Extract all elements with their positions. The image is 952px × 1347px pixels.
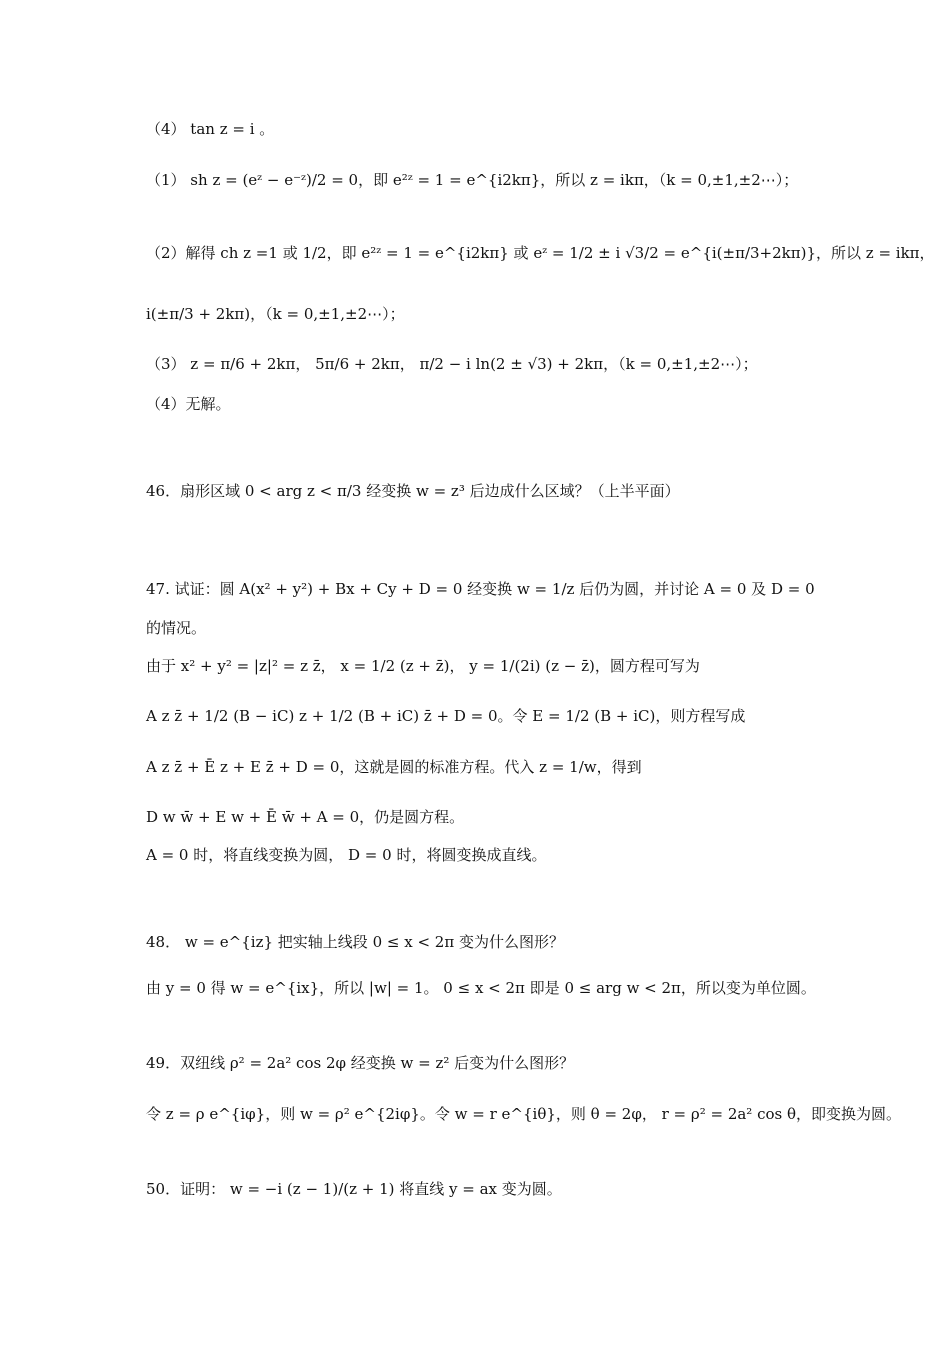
text-line: 50．证明： w = −i (z − 1)/(z + 1) 将直线 y = ax 变为圆。 bbox=[146, 1180, 562, 1198]
text-line: 的情况。 bbox=[146, 619, 207, 637]
text-line: （4） tan z = i 。 bbox=[146, 120, 275, 138]
text-line: i(±π/3 + 2kπ)，（k = 0,±1,±2⋯）； bbox=[146, 305, 405, 323]
text-line: D w w̄ + E w + Ē w̄ + A = 0，仍是圆方程。 bbox=[146, 808, 465, 826]
text-line: （1） sh z = (eᶻ − e⁻ᶻ)/2 = 0，即 e²ᶻ = 1 = e^{i2kπ}，所以 z = ikπ，（k = 0,±1,±2⋯）； bbox=[146, 171, 799, 189]
text-line: A z z̄ + 1/2 (B − iC) z + 1/2 (B + iC) z̄ + D = 0。令 E = 1/2 (B + iC)，则方程写成 bbox=[146, 707, 746, 725]
text-line: 47. 试证：圆 A(x² + y²) + Bx + Cy + D = 0 经变换 w = 1/z 后仍为圆，并讨论 A = 0 及 D = 0 bbox=[146, 580, 815, 598]
text-line: 由于 x² + y² = |z|² = z z̄， x = 1/2 (z + z̄)， y = 1/(2i) (z − z̄)，圆方程可写为 bbox=[146, 657, 700, 675]
text-line: （3） z = π/6 + 2kπ， 5π/6 + 2kπ， π/2 − i ln(2 ± √3) + 2kπ，（k = 0,±1,±2⋯）； bbox=[146, 355, 758, 373]
text-line: 49．双纽线 ρ² = 2a² cos 2φ 经变换 w = z² 后变为什么图形？ bbox=[146, 1054, 575, 1072]
text-line: 46．扇形区域 0 < arg z < π/3 经变换 w = z³ 后边成什么区域？（上半平面） bbox=[146, 482, 680, 500]
text-line: （2）解得 ch z =1 或 1/2，即 e²ᶻ = 1 = e^{i2kπ} 或 eᶻ = 1/2 ± i √3/2 = e^{i(±π/3+2kπ)}，所以 z = ikπ， bbox=[146, 244, 935, 262]
text-line: 令 z = ρ e^{iφ}，则 w = ρ² e^{2iφ}。令 w = r e^{iθ}，则 θ = 2φ， r = ρ² = 2a² cos θ，即变换为圆。 bbox=[146, 1105, 902, 1123]
text-line: （4）无解。 bbox=[146, 395, 231, 413]
text-line: 48． w = e^{iz} 把实轴上线段 0 ≤ x < 2π 变为什么图形？ bbox=[146, 933, 564, 951]
text-line: 由 y = 0 得 w = e^{ix}，所以 |w| = 1。 0 ≤ x < 2π 即是 0 ≤ arg w < 2π，所以变为单位圆。 bbox=[146, 979, 816, 997]
text-line: A z z̄ + Ē z + E z̄ + D = 0，这就是圆的标准方程。代入 z = 1/w，得到 bbox=[146, 758, 642, 776]
text-line: A = 0 时，将直线变换为圆， D = 0 时，将圆变换成直线。 bbox=[146, 846, 547, 864]
